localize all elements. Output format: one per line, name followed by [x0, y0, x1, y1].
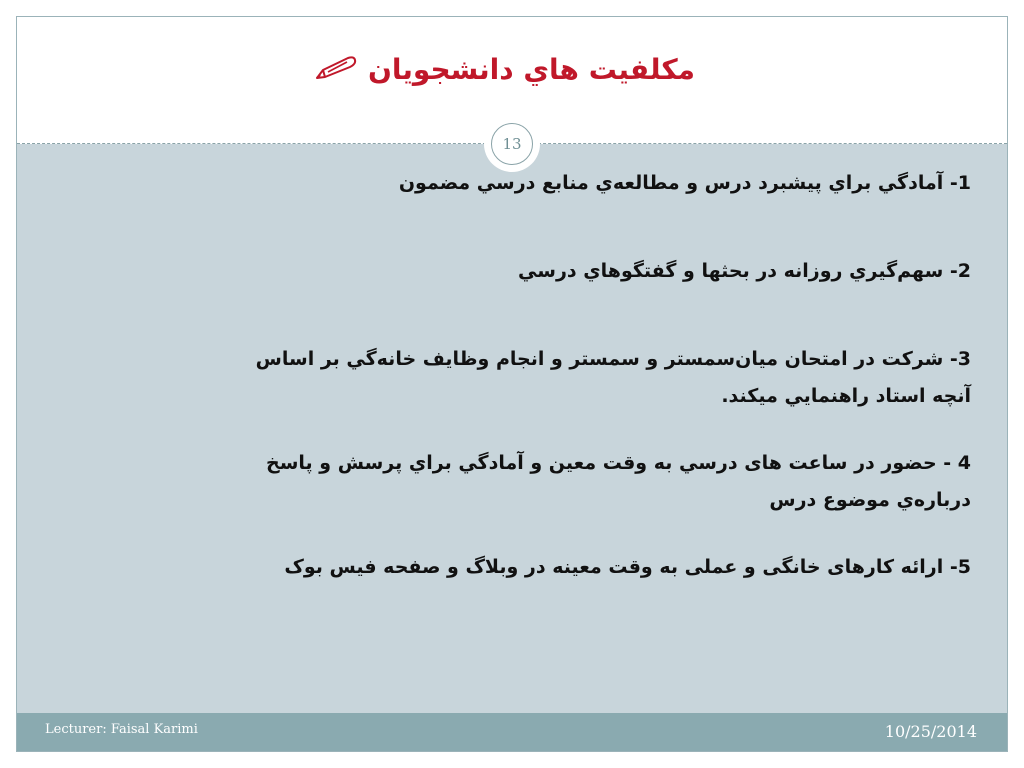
footer-lecturer: Lecturer: Faisal Karimi — [45, 722, 198, 737]
slide-title-text: مكلفيت هاي دانشجويان — [368, 53, 695, 86]
slide-title — [312, 53, 695, 86]
list-item: 4 - حضور در ساعت های درسي به وقت معين و آمادگي براي پرسش و پاسخ درباره‌ي موضوع درس — [266, 452, 971, 511]
pen-nib-icon — [314, 55, 358, 81]
footer-date: 10/25/2014 — [884, 722, 977, 741]
list-item: 5- ارائه کارهای خانگی و عملی به وقت معینه در وبلاگ و صفحه فیس بوک — [284, 556, 971, 578]
slide — [16, 16, 1008, 752]
list-item: 3- شركت در امتحان ميان‌سمستر و سمستر و انجام وظايف خانه‌گي بر اساس آنچه استاد راهنمايي ميكند. — [255, 348, 971, 407]
list-item: 1- آمادگي براي پيشبرد درس و مطالعه‌ي منابع درسي مضمون — [398, 172, 971, 194]
footer — [17, 713, 1007, 751]
duties-list — [231, 165, 971, 616]
list-item: 2- سهم‌گيري روزانه در بحثها و گفتگوهاي درسي — [518, 260, 971, 282]
page-number: 13 — [491, 123, 533, 165]
page-number-badge — [487, 119, 537, 169]
